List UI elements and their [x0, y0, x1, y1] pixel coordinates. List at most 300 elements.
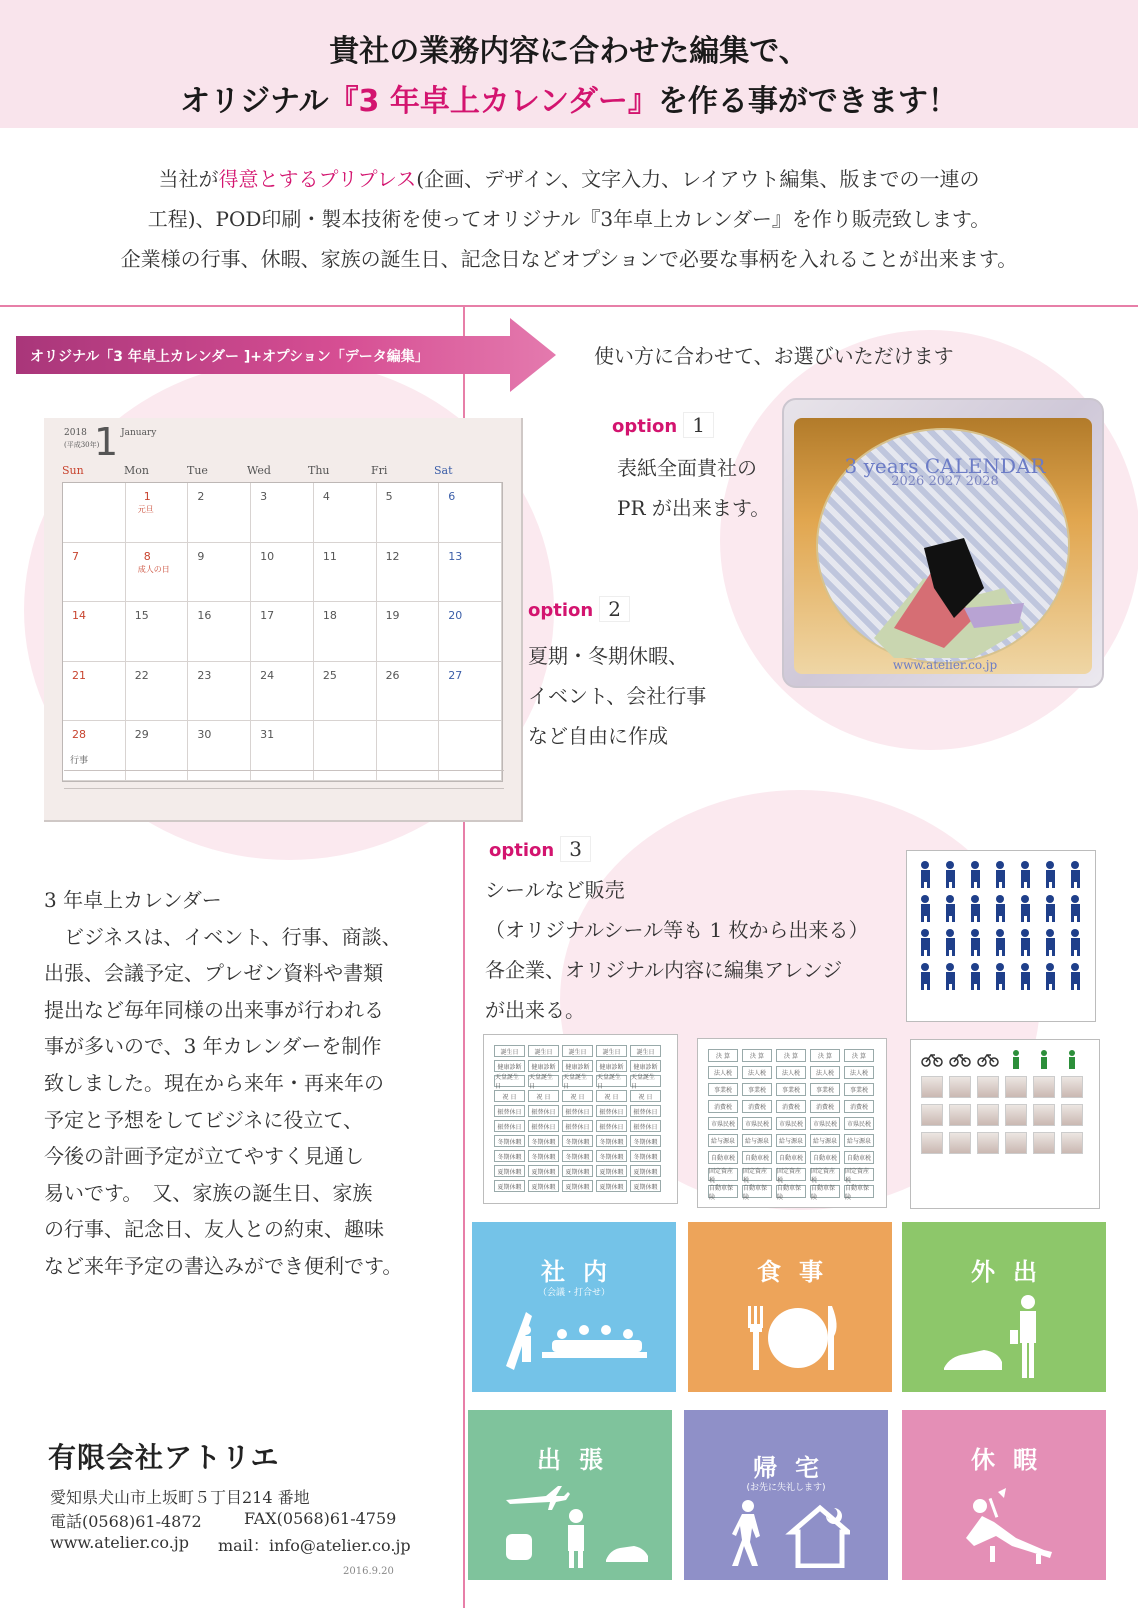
pictogram-sticker-icon — [1065, 927, 1086, 957]
photo-sticker — [1005, 1132, 1027, 1154]
calendar-day-cell — [377, 543, 440, 603]
tax-sticker: 消費税 — [708, 1100, 738, 1113]
calendar-day-cell — [439, 483, 502, 543]
tax-sticker: 自動車保険 — [776, 1185, 806, 1198]
holiday-sticker: 誕生日 — [528, 1045, 559, 1057]
tax-sticker: 事業税 — [810, 1083, 840, 1096]
tax-sticker: 市県民税 — [776, 1117, 806, 1130]
calendar-day-number: 4 — [322, 490, 330, 503]
tax-sticker: 消費税 — [810, 1100, 840, 1113]
photo-sticker — [1061, 1076, 1083, 1098]
tax-sticker: 消費税 — [844, 1100, 874, 1113]
pictogram-sticker-icon — [1015, 961, 1036, 991]
calendar-day-cell — [188, 483, 251, 543]
option3-number: 3 — [560, 836, 591, 862]
calendar-day-cell — [251, 543, 314, 603]
calendar-day-number: 21 — [72, 668, 86, 682]
tax-sticker: 市県民税 — [844, 1117, 874, 1130]
pictogram-sticker-icon — [1015, 893, 1036, 923]
calendar-day-number: 31 — [260, 728, 275, 742]
choose-text: 使い方に合わせて、お選びいただけます — [594, 344, 954, 368]
holiday-sticker: 祝 日 — [494, 1090, 525, 1102]
calendar-day-number: 24 — [260, 668, 275, 682]
calendar-day-cell — [439, 543, 502, 603]
tax-sticker: 事業税 — [776, 1083, 806, 1096]
tax-sticker: 自動車税 — [810, 1151, 840, 1164]
holiday-sticker: 振替休日 — [494, 1120, 525, 1132]
pictogram-sticker-icon — [990, 859, 1011, 889]
pictogram-sticker-icon — [1065, 859, 1086, 889]
description-line: ビジネスは、イベント、行事、商談、 — [44, 924, 402, 949]
holiday-sticker: 冬期休暇 — [596, 1135, 627, 1147]
holiday-sticker: 天皇誕生日 — [494, 1075, 525, 1087]
pictogram-sticker-icon — [1015, 859, 1036, 889]
tile-meal-title: 食事 — [757, 1258, 841, 1286]
pictogram-sticker-icon — [915, 927, 936, 957]
calendar-day-cell — [377, 721, 440, 781]
go-home-icon — [730, 1496, 850, 1568]
photo-sticker — [1033, 1076, 1055, 1098]
holiday-sticker: 冬期休暇 — [494, 1150, 525, 1162]
holiday-sticker: 夏期休暇 — [528, 1165, 559, 1177]
pictogram-sticker-icon — [990, 961, 1011, 991]
photo-sticker — [949, 1104, 971, 1126]
description-line: の行事、記念日、友人との約束、趣味 — [44, 1217, 384, 1242]
option2-badge — [528, 596, 630, 622]
photo-sticker — [921, 1132, 943, 1154]
tax-sticker: 決 算 — [810, 1049, 840, 1062]
calendar-holiday-label: 成人の日 — [137, 564, 170, 574]
tax-sticker: 自動車税 — [776, 1151, 806, 1164]
holiday-sticker: 誕生日 — [562, 1045, 593, 1057]
tax-sticker: 法人税 — [776, 1066, 806, 1079]
holiday-sticker: 祝 日 — [596, 1090, 627, 1102]
pictogram-sticker-icon — [965, 927, 986, 957]
option3-text-4: が出来る。 — [485, 998, 585, 1022]
headline-2 — [0, 76, 1138, 120]
photo-sticker — [1005, 1104, 1027, 1126]
tile-vacation-title: 休暇 — [971, 1446, 1055, 1474]
option1-text-2: PR が出来ます。 — [617, 496, 771, 520]
tile-office-title: 社内 — [541, 1258, 625, 1286]
company-web[interactable]: www.atelier.co.jp — [50, 1533, 189, 1552]
calendar-day-number: 18 — [322, 609, 337, 623]
golf-icon — [1061, 1048, 1083, 1070]
calendar-day-number: 27 — [448, 668, 463, 682]
holiday-sticker: 誕生日 — [630, 1045, 661, 1057]
holiday-sticker: 冬期休暇 — [596, 1150, 627, 1162]
photo-sticker — [1061, 1104, 1083, 1126]
holiday-sticker: 夏期休暇 — [562, 1180, 593, 1192]
horizontal-divider — [0, 305, 1138, 307]
tax-sticker: 法人税 — [742, 1066, 772, 1079]
events-line — [64, 770, 504, 771]
description-title: 3 年卓上カレンダー — [44, 888, 222, 912]
holiday-sticker: 健康診断 — [528, 1060, 559, 1072]
company-fax: FAX(0568)61-4759 — [244, 1509, 397, 1528]
calendar-day-cell — [314, 543, 377, 603]
calendar-day-number: 16 — [197, 609, 212, 623]
holiday-sticker-sheet — [483, 1034, 678, 1204]
pictogram-sticker-icon — [1015, 927, 1036, 957]
tax-sticker: 決 算 — [708, 1049, 738, 1062]
calendar-day-cell — [63, 662, 126, 722]
weekday-thu: Thu — [308, 464, 330, 477]
pictogram-sticker-icon — [1040, 961, 1061, 991]
calendar-day-cell — [126, 721, 189, 781]
calendar-day-cell — [251, 483, 314, 543]
photo-sticker — [1033, 1104, 1055, 1126]
pictogram-sticker-icon — [915, 859, 936, 889]
tax-sticker: 自動車税 — [742, 1151, 772, 1164]
calendar-day-cell — [126, 602, 189, 662]
product-url: www.atelier.co.jp — [892, 658, 998, 672]
calendar-day-cell — [126, 662, 189, 722]
calendar-day-cell — [126, 543, 189, 603]
photo-sticker — [949, 1076, 971, 1098]
option2-text-2: イベント、会社行事 — [528, 684, 707, 708]
product-title: 3 years CALENDAR — [844, 454, 1046, 478]
tax-sticker: 固定資産税 — [776, 1168, 806, 1181]
calendar-day-cell — [314, 483, 377, 543]
bicycle-icon — [921, 1048, 943, 1070]
option3-text-2: （オリジナルシール等も 1 枚から出来る） — [485, 918, 869, 942]
calendar-day-number: 23 — [197, 668, 212, 682]
tax-sticker: 自動車保険 — [810, 1185, 840, 1198]
tax-sticker: 固定資産税 — [742, 1168, 772, 1181]
photo-sticker — [921, 1104, 943, 1126]
tile-go-home-sub: (お先に失礼します) — [746, 1483, 826, 1493]
holiday-sticker: 冬期休暇 — [630, 1135, 661, 1147]
pictogram-sticker-icon — [965, 893, 986, 923]
calendar-day-number: 29 — [134, 728, 149, 742]
tax-sticker: 自動車税 — [844, 1151, 874, 1164]
document-date: 2016.9.20 — [343, 1566, 394, 1577]
tax-sticker: 固定資産税 — [810, 1168, 840, 1181]
holiday-sticker: 夏期休暇 — [528, 1180, 559, 1192]
tax-sticker: 市県民税 — [742, 1117, 772, 1130]
meeting-icon — [502, 1306, 652, 1376]
holiday-sticker: 夏期休暇 — [630, 1180, 661, 1192]
tax-sticker: 自動車保険 — [844, 1185, 874, 1198]
calendar-day-cell — [251, 662, 314, 722]
calendar-day-cell — [439, 602, 502, 662]
calendar-day-cell — [63, 543, 126, 603]
weekday-sat: Sat — [434, 464, 453, 477]
calendar-day-cell — [314, 721, 377, 781]
option1-text-1: 表紙全面貴社の — [617, 456, 757, 480]
calendar-day-number: 26 — [385, 668, 400, 682]
tile-meal — [688, 1222, 892, 1392]
pictogram-sticker-icon — [1065, 893, 1086, 923]
holiday-sticker: 振替休日 — [630, 1120, 661, 1132]
tax-sticker: 決 算 — [742, 1049, 772, 1062]
pictogram-sticker-icon — [965, 961, 986, 991]
tax-sticker: 給与源泉 — [742, 1134, 772, 1147]
pictogram-sticker-icon — [915, 893, 936, 923]
option3-text-3: 各企業、オリジナル内容に編集アレンジ — [485, 958, 843, 982]
headline-2c: を作る事ができます！ — [657, 84, 958, 119]
calendar-day-number: 7 — [72, 549, 79, 563]
pictogram-sticker-icon — [940, 927, 961, 957]
calendar-day-cell — [188, 721, 251, 781]
holiday-sticker: 健康診断 — [596, 1060, 627, 1072]
calendar-day-cell — [314, 662, 377, 722]
weekday-tue: Tue — [187, 464, 208, 477]
intro-line-2: 工程)、POD印刷・製本技術を使ってオリジナル『3年卓上カレンダー』を作り販売致します。 — [147, 207, 991, 231]
company-phone: 電話(0568)61-4872 — [50, 1512, 202, 1531]
option2-text-1: 夏期・冬期休暇、 — [528, 644, 688, 668]
tax-sticker: 事業税 — [844, 1083, 874, 1096]
calendar-day-number: 20 — [448, 609, 463, 623]
pictogram-sticker-icon — [940, 859, 961, 889]
photo-sticker — [977, 1076, 999, 1098]
calendar-day-cell — [377, 602, 440, 662]
option1-word: option — [612, 416, 678, 437]
calendar-grid — [62, 482, 503, 782]
pictogram-sticker-icon — [1065, 961, 1086, 991]
calendar-day-cell — [63, 721, 126, 781]
holiday-sticker: 冬期休暇 — [630, 1150, 661, 1162]
calendar-day-number: 15 — [134, 609, 149, 623]
calendar-day-cell — [314, 602, 377, 662]
option2-number: 2 — [599, 596, 630, 622]
pictogram-sticker-sheet — [906, 850, 1096, 1022]
intro-1c: (企画、デザイン、文字入力、レイアウト編集、版までの一連の — [416, 167, 980, 191]
holiday-sticker: 夏期休暇 — [494, 1180, 525, 1192]
photo-sticker — [1005, 1076, 1027, 1098]
calendar-day-number: 30 — [197, 728, 212, 742]
photo-sticker — [1033, 1132, 1055, 1154]
description-line: など来年予定の書込みができ便利です。 — [44, 1253, 403, 1278]
bicycle-icon — [949, 1048, 971, 1070]
tile-outing — [902, 1222, 1106, 1392]
tile-go-home — [684, 1410, 888, 1580]
tax-sticker: 事業税 — [742, 1083, 772, 1096]
calendar-day-number: 19 — [385, 609, 400, 623]
calendar-day-number: 9 — [197, 549, 205, 563]
tax-sticker-sheet — [697, 1038, 887, 1208]
calendar-product-photo — [782, 398, 1104, 688]
calendar-day-cell — [251, 602, 314, 662]
weekday-mon: Mon — [124, 464, 149, 477]
holiday-sticker: 夏期休暇 — [562, 1165, 593, 1177]
calendar-day-number: 8 — [143, 549, 151, 563]
geisha-illustration-icon — [854, 528, 1034, 668]
holiday-sticker: 誕生日 — [596, 1045, 627, 1057]
holiday-sticker: 天皇誕生日 — [528, 1075, 559, 1087]
calendar-holiday-label: 元旦 — [137, 505, 154, 514]
option1-number: 1 — [683, 412, 714, 438]
calendar-day-cell — [377, 483, 440, 543]
photo-sticker-sheet — [910, 1039, 1100, 1209]
holiday-sticker: 健康診断 — [562, 1060, 593, 1072]
holiday-sticker: 祝 日 — [562, 1090, 593, 1102]
company-mail[interactable]: mail：info@atelier.co.jp — [218, 1536, 411, 1555]
weekday-fri: Fri — [371, 464, 388, 477]
pictogram-sticker-icon — [990, 927, 1011, 957]
holiday-sticker: 夏期休暇 — [630, 1165, 661, 1177]
holiday-sticker: 健康診断 — [494, 1060, 525, 1072]
tax-sticker: 消費税 — [742, 1100, 772, 1113]
company-name: 有限会社アトリエ — [48, 1441, 280, 1474]
holiday-sticker: 冬期休暇 — [528, 1135, 559, 1147]
holiday-sticker: 夏期休暇 — [596, 1165, 627, 1177]
headline-1: 貴社の業務内容に合わせた編集で、 — [329, 34, 809, 69]
tax-sticker: 法人税 — [708, 1066, 738, 1079]
calendar-day-number: 14 — [72, 609, 86, 623]
pictogram-grid — [915, 859, 1086, 991]
events-line — [64, 788, 504, 789]
calendar-day-cell — [188, 543, 251, 603]
description-line: 出張、会議予定、プレゼン資料や書類 — [44, 961, 384, 986]
holiday-sticker: 冬期休暇 — [494, 1135, 525, 1147]
headline-2b: 『3 年卓上カレンダー』 — [328, 84, 658, 119]
description-line: 今後の計画予定が立てやすく見通し — [44, 1144, 364, 1169]
calendar-day-number: 22 — [134, 668, 149, 682]
pictogram-sticker-icon — [940, 893, 961, 923]
description-line: 提出など毎年同様の出来事が行われる — [44, 997, 384, 1022]
holiday-sticker: 冬期休暇 — [562, 1150, 593, 1162]
tile-outing-title: 外出 — [971, 1258, 1055, 1286]
tax-sticker: 自動車保険 — [742, 1185, 772, 1198]
option3-text-1: シールなど販売 — [485, 878, 625, 902]
tax-sticker-grid — [708, 1049, 874, 1201]
tile-business-trip-title: 出張 — [537, 1446, 621, 1474]
calendar-day-number: 10 — [260, 549, 275, 563]
tax-sticker: 法人税 — [844, 1066, 874, 1079]
option3-badge — [489, 836, 591, 862]
holiday-sticker: 振替休日 — [630, 1105, 661, 1117]
pictogram-sticker-icon — [965, 859, 986, 889]
pictogram-sticker-icon — [940, 961, 961, 991]
holiday-sticker: 天皇誕生日 — [562, 1075, 593, 1087]
weekday-sun: Sun — [62, 464, 84, 477]
tile-office-sub: （会議・打合せ） — [537, 1288, 610, 1298]
holiday-sticker: 振替休日 — [596, 1105, 627, 1117]
holiday-sticker: 夏期休暇 — [596, 1180, 627, 1192]
description-line: 事が多いので、3 年カレンダーを制作 — [44, 1034, 382, 1059]
product-years: 2026 2027 2028 — [891, 474, 999, 489]
outing-icon — [944, 1294, 1064, 1380]
arrow-banner-label: オリジナル「3 年卓上カレンダー ]+オプション「データ編集」 — [30, 349, 429, 365]
calendar-day-number: 25 — [322, 668, 337, 682]
intro-1b: 得意とするプリプレス — [218, 167, 417, 191]
option2-text-3: など自由に作成 — [528, 724, 668, 748]
tax-sticker: 給与源泉 — [844, 1134, 874, 1147]
vacation-icon — [960, 1486, 1056, 1566]
option1-badge — [612, 412, 714, 438]
pictogram-sticker-icon — [990, 893, 1011, 923]
headline-2a: オリジナル — [180, 84, 329, 119]
holiday-sticker: 健康診断 — [630, 1060, 661, 1072]
tax-sticker: 自動車税 — [708, 1151, 738, 1164]
option2-word: option — [528, 600, 594, 621]
pictogram-sticker-icon — [1040, 859, 1061, 889]
tax-sticker: 自動車保険 — [708, 1185, 738, 1198]
calendar-day-number: 3 — [260, 490, 268, 503]
intro-line-1 — [0, 163, 1138, 192]
tax-sticker: 市県民税 — [708, 1117, 738, 1130]
description-line: 予定と予想をしてビジネに役立て、 — [44, 1107, 363, 1132]
meal-icon — [744, 1302, 840, 1372]
tax-sticker: 固定資産税 — [708, 1168, 738, 1181]
business-trip-icon — [502, 1480, 652, 1570]
tax-sticker: 給与源泉 — [810, 1134, 840, 1147]
bicycle-icon — [977, 1048, 999, 1070]
holiday-sticker-grid — [494, 1045, 661, 1192]
photo-sticker — [949, 1132, 971, 1154]
calendar-day-cell — [377, 662, 440, 722]
tax-sticker: 市県民税 — [810, 1117, 840, 1130]
holiday-sticker: 冬期休暇 — [562, 1135, 593, 1147]
holiday-sticker: 振替休日 — [494, 1105, 525, 1117]
holiday-sticker: 天皇誕生日 — [630, 1075, 661, 1087]
calendar-day-number: 1 — [143, 490, 151, 503]
calendar-day-number: 2 — [197, 490, 205, 503]
description-line: 易いです。 又、家族の誕生日、家族 — [44, 1180, 373, 1205]
intro-1a: 当社が — [158, 167, 219, 191]
holiday-sticker: 祝 日 — [528, 1090, 559, 1102]
calendar-day-cell — [188, 662, 251, 722]
golf-icon — [1005, 1048, 1027, 1070]
photo-sticker — [1061, 1132, 1083, 1154]
description-text — [44, 882, 454, 1285]
calendar-day-cell — [126, 483, 189, 543]
pictogram-sticker-icon — [1040, 927, 1061, 957]
calendar-day-number: 28 — [72, 728, 86, 742]
holiday-sticker: 誕生日 — [494, 1045, 525, 1057]
calendar-day-number: 11 — [322, 549, 337, 563]
intro-line-3: 企業様の行事、休暇、家族の誕生日、記念日などオプションで必要な事柄を入れることが出来ます。 — [120, 247, 1018, 271]
holiday-sticker: 振替休日 — [562, 1105, 593, 1117]
tax-sticker: 決 算 — [844, 1049, 874, 1062]
calendar-day-number: 12 — [385, 549, 400, 563]
calendar-era: (平成30年) — [64, 441, 100, 449]
option3-word: option — [489, 840, 555, 861]
tile-business-trip — [468, 1410, 672, 1580]
tax-sticker: 固定資産税 — [844, 1168, 874, 1181]
holiday-sticker: 冬期休暇 — [528, 1150, 559, 1162]
tile-go-home-title: 帰宅 — [753, 1454, 837, 1482]
holiday-sticker: 振替休日 — [562, 1120, 593, 1132]
pictogram-sticker-icon — [915, 961, 936, 991]
calendar-events-label: 行事 — [70, 756, 89, 766]
calendar-month-number: 1 — [94, 420, 119, 464]
calendar-year: 2018 — [64, 428, 87, 438]
holiday-sticker: 振替休日 — [596, 1120, 627, 1132]
tax-sticker: 事業税 — [708, 1083, 738, 1096]
tile-vacation — [902, 1410, 1106, 1580]
tax-sticker: 給与源泉 — [776, 1134, 806, 1147]
company-address: 愛知県犬山市上坂町５丁目214 番地 — [50, 1488, 310, 1507]
calendar-day-cell — [439, 721, 502, 781]
holiday-sticker: 祝 日 — [630, 1090, 661, 1102]
tile-office — [472, 1222, 676, 1392]
calendar-day-number: 17 — [260, 609, 275, 623]
calendar-day-number: 5 — [385, 490, 393, 503]
calendar-day-cell — [251, 721, 314, 781]
calendar-month-name: January — [121, 428, 157, 438]
photo-sticker-grid — [921, 1048, 1083, 1154]
calendar-day-cell — [63, 483, 126, 543]
holiday-sticker: 振替休日 — [528, 1120, 559, 1132]
tax-sticker: 法人税 — [810, 1066, 840, 1079]
tax-sticker: 給与源泉 — [708, 1134, 738, 1147]
calendar-day-cell — [63, 602, 126, 662]
photo-sticker — [921, 1076, 943, 1098]
pictogram-sticker-icon — [1040, 893, 1061, 923]
